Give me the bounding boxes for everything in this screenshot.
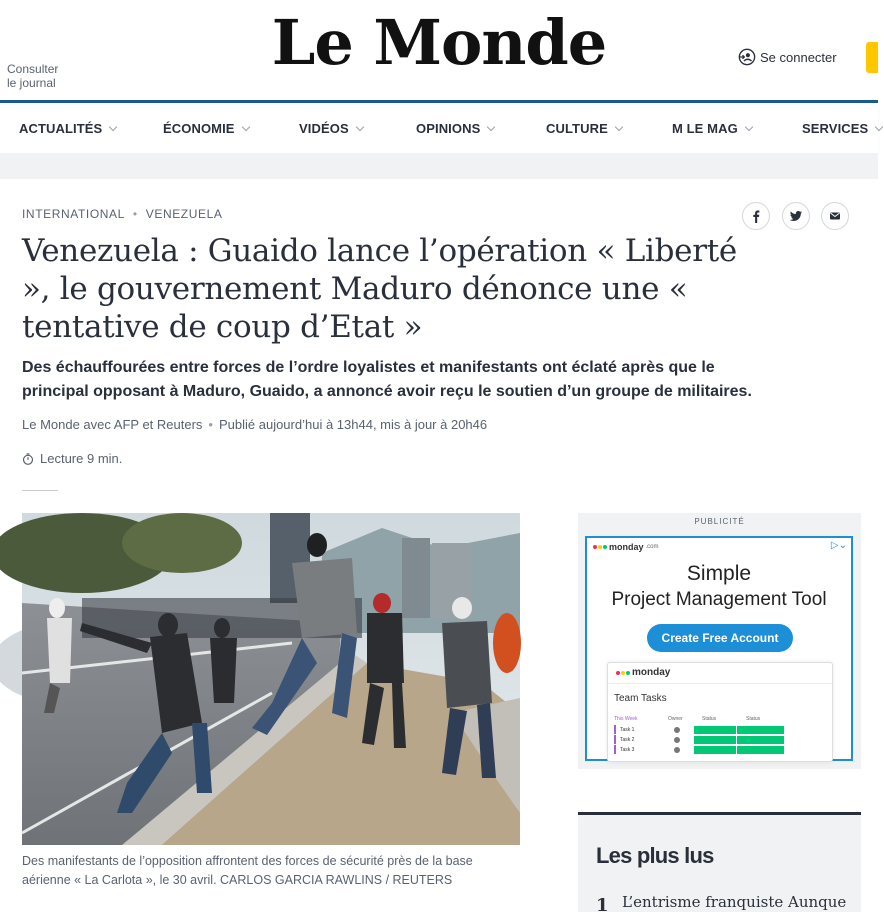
facebook-icon (749, 209, 763, 223)
chevron-down-icon (615, 123, 623, 131)
article-author: Le Monde avec AFP et Reuters (22, 417, 203, 432)
nav-item-m-le-mag[interactable] (672, 121, 752, 136)
ad-task-name: Task 1 (620, 726, 635, 733)
ad-card-brand-name: monday (632, 667, 671, 678)
ad-brand (593, 542, 659, 552)
most-read-title: Les plus lus (596, 843, 714, 868)
status-cell (694, 726, 784, 734)
monday-logo-icon (593, 545, 607, 549)
reading-time-label: Lecture 9 min. (40, 451, 123, 466)
article-title: Venezuela : Guaido lance l’opération « Liberté », le gouvernement Maduro dénonce une « tentative de coup d’Etat » (22, 233, 737, 345)
ad-card-title: Team Tasks (614, 693, 667, 704)
ad-task-name: Task 2 (620, 736, 635, 743)
nav-label: OPINIONS (416, 121, 481, 136)
chevron-down-icon (875, 123, 883, 131)
ad-creative[interactable] (585, 536, 853, 761)
section-divider (22, 490, 58, 491)
breadcrumb-international[interactable]: INTERNATIONAL (22, 207, 125, 221)
ad-task-row (614, 725, 824, 734)
login-button[interactable] (738, 48, 837, 66)
breadcrumb-separator: • (132, 207, 138, 221)
owner-avatar-icon (674, 737, 680, 743)
owner-avatar-icon (674, 727, 680, 733)
main-navigation (0, 103, 878, 153)
nav-item-services[interactable] (802, 121, 882, 136)
subscribe-tab[interactable] (866, 42, 878, 73)
chevron-down-icon (355, 123, 363, 131)
ad-task-row (614, 745, 824, 754)
nav-item-videos[interactable] (299, 121, 363, 136)
ad-product-preview (607, 662, 833, 762)
consult-line-2: le journal (7, 76, 56, 90)
ad-card-brand (616, 667, 670, 678)
ad-headline-2: Project Management Tool (611, 589, 827, 610)
ad-label: PUBLICITÉ (694, 517, 745, 526)
nav-shadow-band (0, 153, 878, 179)
ad-card-divider (608, 683, 832, 684)
photo-caption: Des manifestants de l’opposition affrontent des forces de sécurité près de la base aérienne « La Carlota », le 30 avril. CARLOS GARCIA RAWLINS / REUTERS (22, 854, 473, 887)
chevron-down-icon (487, 123, 495, 131)
nav-label: CULTURE (546, 121, 608, 136)
meta-separator: • (208, 417, 213, 432)
ad-brand-name: monday (609, 542, 644, 552)
mail-icon (828, 209, 842, 223)
nav-item-economie[interactable] (163, 121, 249, 136)
nav-item-culture[interactable] (546, 121, 622, 136)
login-label: Se connecter (760, 49, 837, 65)
ad-brand-suffix: .com (645, 544, 659, 550)
adchoices-icon[interactable]: ▷⌄ (830, 540, 847, 551)
share-mail-button[interactable] (821, 202, 849, 230)
status-cell (694, 736, 784, 744)
stopwatch-icon (22, 453, 34, 465)
nav-label: ACTUALITÉS (19, 121, 103, 136)
ad-headline-1: Simple (686, 562, 752, 585)
article-meta (22, 417, 487, 432)
most-read-rank: 1 (596, 895, 609, 916)
ad-card-col-status: Status (746, 716, 761, 722)
ad-card-col-owner: Owner (668, 716, 683, 722)
share-twitter-button[interactable] (782, 202, 810, 230)
ad-task-row (614, 735, 824, 744)
nav-item-opinions[interactable] (416, 121, 494, 136)
advertisement-block (578, 513, 861, 769)
ad-card-group: This Week (614, 716, 638, 722)
share-facebook-button[interactable] (742, 202, 770, 230)
article-description: Des échauffourées entre forces de l’ordre loyalistes et manifestants ont éclaté après que le principal opposant à Maduro, Guaido, a annoncé avoir reçu le soutien d’un groupe de militaires. (22, 359, 752, 400)
site-header (0, 0, 878, 102)
reading-time (22, 451, 122, 466)
consult-line-1: Consulter (7, 62, 59, 76)
status-cell (694, 746, 784, 754)
article-published: Publié aujourd’hui à 13h44, mis à jour à 20h46 (218, 417, 488, 432)
ad-cta-button[interactable]: Create Free Account (647, 624, 793, 652)
chevron-down-icon (241, 123, 249, 131)
chevron-down-icon (109, 123, 117, 131)
most-read-panel (578, 812, 861, 916)
chevron-down-icon (745, 123, 753, 131)
nav-item-actualites[interactable] (19, 121, 116, 136)
nav-label: M LE MAG (672, 121, 738, 136)
ad-task-name: Task 3 (620, 746, 635, 753)
breadcrumb (22, 207, 223, 221)
user-login-icon (738, 48, 756, 66)
nav-label: SERVICES (802, 121, 869, 136)
le-monde-logo[interactable]: Le Monde (271, 6, 607, 79)
article-photo[interactable] (22, 513, 520, 845)
breadcrumb-venezuela[interactable]: VENEZUELA (145, 207, 223, 221)
monday-logo-icon (616, 671, 630, 675)
ad-card-col-status: Status (702, 716, 717, 722)
nav-label: ÉCONOMIE (163, 121, 235, 136)
nav-label: VIDÉOS (299, 121, 349, 136)
protest-photo-illustration (22, 513, 520, 845)
twitter-icon (789, 209, 803, 223)
owner-avatar-icon (674, 747, 680, 753)
most-read-item[interactable]: L’entrisme franquiste Aunque (622, 893, 847, 911)
